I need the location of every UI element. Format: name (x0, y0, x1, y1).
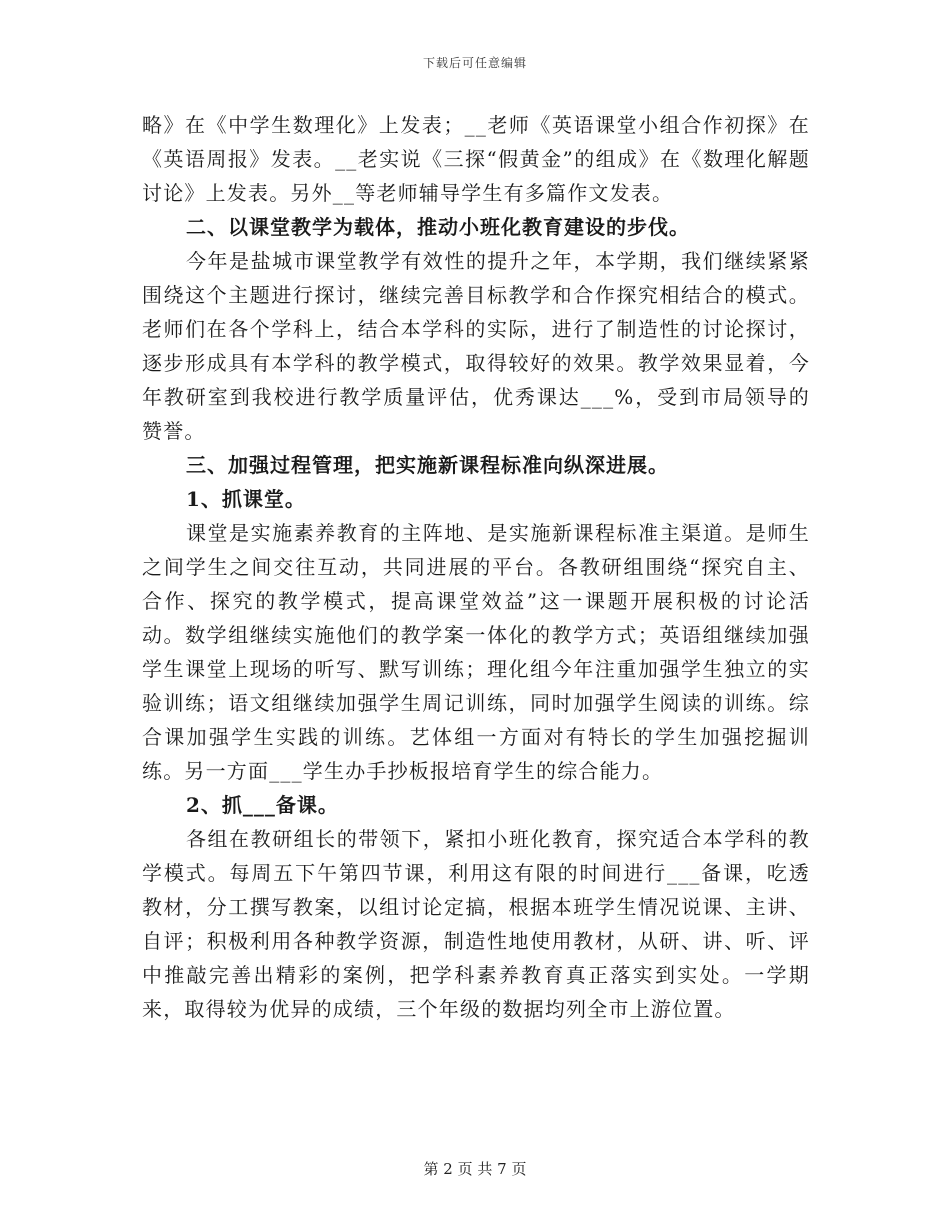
page-number: 第 2 页 共 7 页 (423, 1160, 527, 1178)
section-heading-2: 二、以课堂教学为载体，推动小班化教育建设的步伐。 (186, 215, 690, 239)
document-body (142, 108, 810, 1026)
paragraph-publications: 略》在《中学生数理化》上发表；__老师《英语课堂小组合作初探》在《英语周报》发表。__老实说《三探“假黄金”的组成》在《数理化解题讨论》上发表。另外__等老师辅导学生有多篇作文发表。 (142, 113, 810, 205)
section-heading-3: 三、加强过程管理，把实施新课程标准向纵深进展。 (186, 453, 669, 477)
subheading-1: 1、抓课堂。 (186, 487, 306, 511)
paragraph-classroom: 课堂是实施素养教育的主阵地、是实施新课程标准主渠道。是师生之间学生之间交往互动，共同进展的平台。各教研组围绕“探究自主、合作、探究的教学模式，提高课堂效益”这一课题开展积极的讨论活动。数学组继续实施他们的教学案一体化的教学方式；英语组继续加强学生课堂上现场的听写、默写训练；理化组今年注重加强学生独立的实验训练；语文组继续加强学生周记训练，同时加强学生阅读的训练。综合课加强学生实践的训练。艺体组一方面对有特长的学生加强挖掘训练。另一方面___学生办手抄板报培育学生的综合能力。 (142, 521, 810, 783)
subheading-2: 2、抓___备课。 (186, 793, 339, 817)
page-header-note: 下载后可任意编辑 (422, 56, 527, 70)
paragraph-classroom-effectiveness: 今年是盐城市课堂教学有效性的提升之年，本学期，我们继续紧紧围绕这个主题进行探讨，继续完善目标教学和合作探究相结合的模式。老师们在各个学科上，结合本学科的实际，进行了制造性的讨论探讨，逐步形成具有本学科的教学模式，取得较好的效果。教学效果显着，今年教研室到我校进行教学质量评估，优秀课达___%，受到市局领导的赞誉。 (142, 249, 810, 443)
paragraph-lesson-prep: 各组在教研组长的带领下，紧扣小班化教育，探究适合本学科的教学模式。每周五下午第四节课，利用这有限的时间进行___备课，吃透教材，分工撰写教案，以组讨论定搞，根据本班学生情况说课、主讲、自评；积极利用各种教学资源，制造性地使用教材，从研、讲、听、评中推敲完善出精彩的案例，把学科素养教育真正落实到实处。一学期来，取得较为优异的成绩，三个年级的数据均列全市上游位置。 (142, 827, 810, 1021)
